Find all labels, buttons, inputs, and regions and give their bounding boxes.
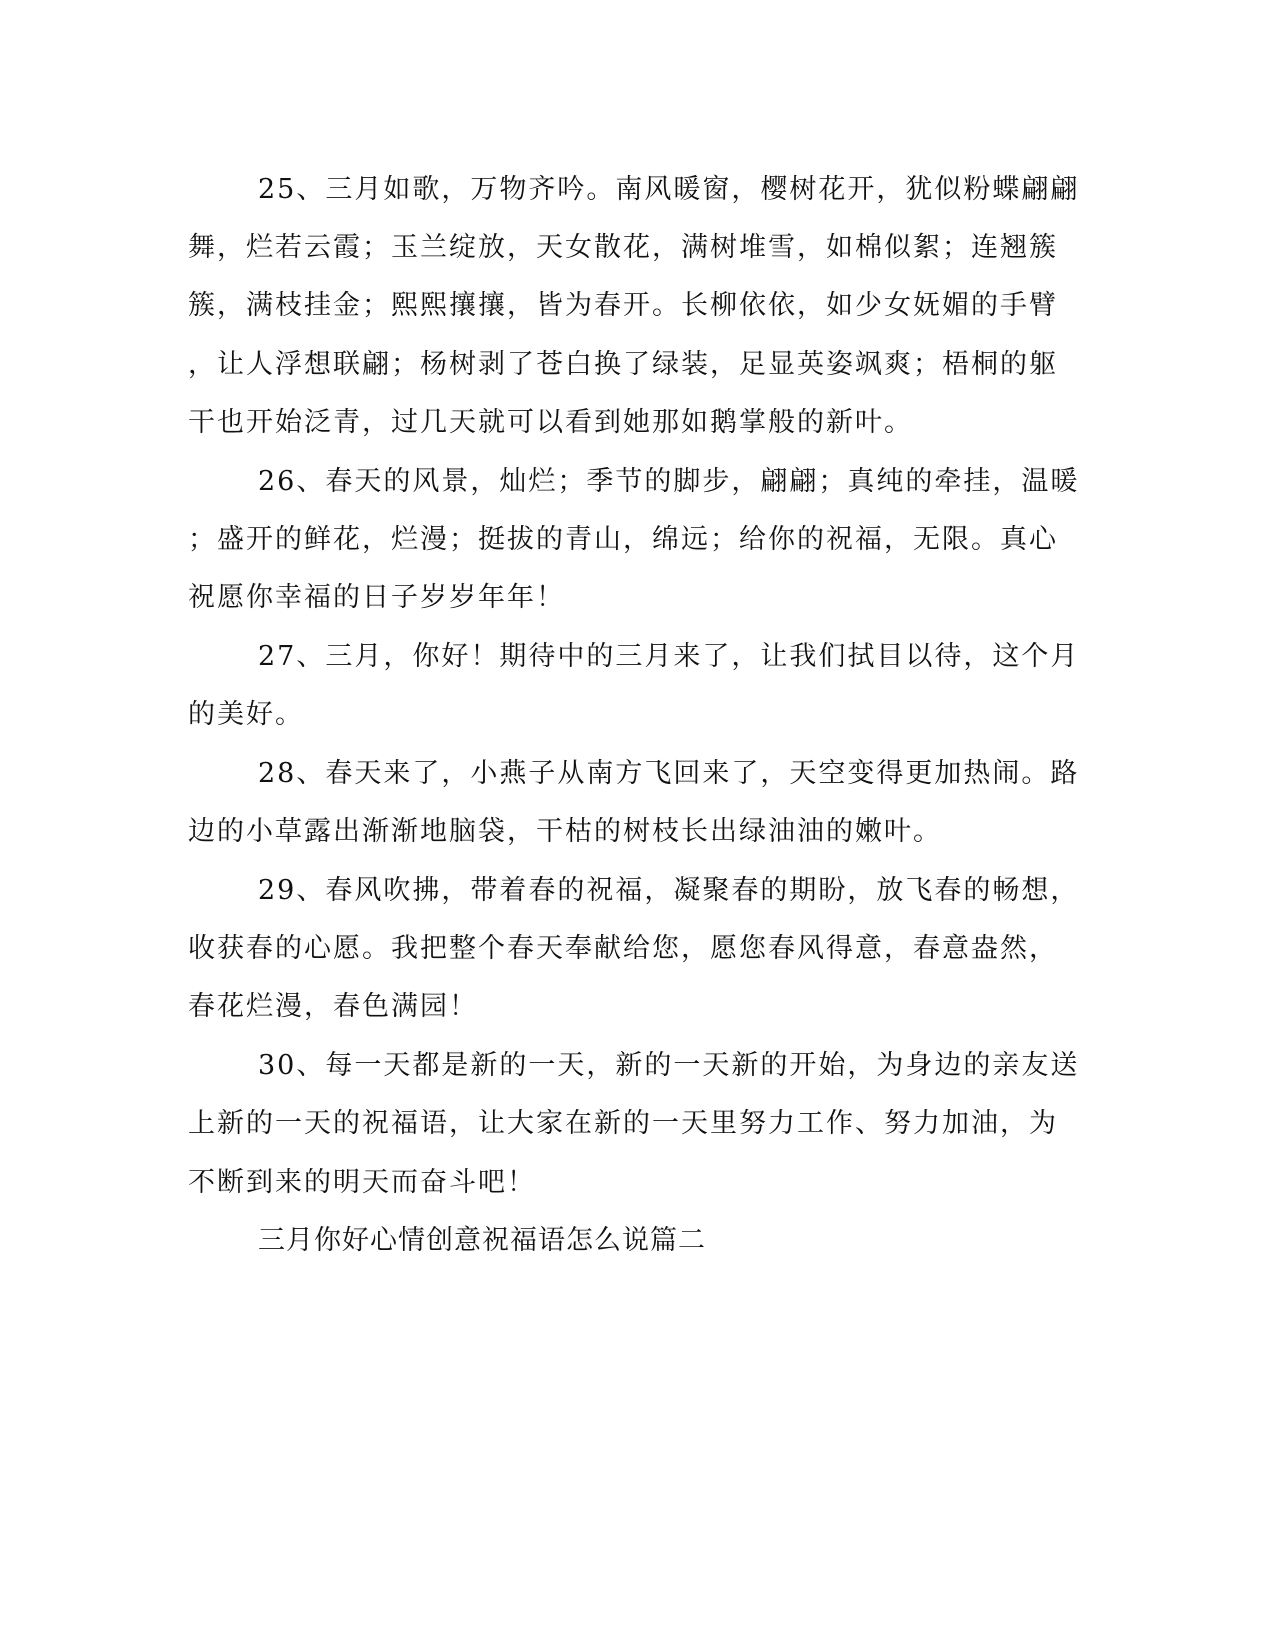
paragraph-25-line-4: ，让人浮想联翩；杨树剥了苍白换了绿装，足显英姿飒爽；梧桐的躯	[188, 349, 1058, 380]
paragraph-29-line-1: 29、春风吹拂，带着春的祝福，凝聚春的期盼，放飞春的畅想，	[258, 875, 1080, 906]
paragraph-30-line-3: 不断到来的明天而奋斗吧！	[188, 1167, 536, 1198]
paragraph-25-line-2: 舞，烂若云霞；玉兰绽放，天女散花，满树堆雪，如棉似絮；连翘簇	[188, 232, 1058, 263]
paragraph-25-line-5: 干也开始泛青，过几天就可以看到她那如鹅掌般的新叶。	[188, 407, 913, 438]
paragraph-29-line-2: 收获春的心愿。我把整个春天奉献给您，愿您春风得意，春意盎然，	[188, 933, 1058, 964]
paragraph-26-line-2: ；盛开的鲜花，烂漫；挺拔的青山，绵远；给你的祝福，无限。真心	[188, 524, 1058, 555]
paragraph-28-line-2: 边的小草露出渐渐地脑袋，干枯的树枝长出绿油油的嫩叶。	[188, 816, 942, 847]
paragraph-26-line-3: 祝愿你幸福的日子岁岁年年！	[188, 582, 565, 613]
paragraph-30-line-2: 上新的一天的祝福语，让大家在新的一天里努力工作、努力加油，为	[188, 1108, 1058, 1139]
paragraph-29-line-3: 春花烂漫，春色满园！	[188, 991, 478, 1022]
section-heading: 三月你好心情创意祝福语怎么说篇二	[258, 1225, 706, 1256]
paragraph-30-line-1: 30、每一天都是新的一天，新的一天新的开始，为身边的亲友送	[258, 1050, 1080, 1081]
paragraph-25-line-1: 25、三月如歌，万物齐吟。南风暖窗，樱树花开，犹似粉蝶翩翩	[258, 174, 1080, 205]
paragraph-25-line-3: 簇，满枝挂金；熙熙攘攘，皆为春开。长柳依依，如少女妩媚的手臂	[188, 290, 1058, 321]
paragraph-27-line-2: 的美好。	[188, 699, 304, 730]
paragraph-26-line-1: 26、春天的风景，灿烂；季节的脚步，翩翩；真纯的牵挂，温暖	[258, 466, 1080, 497]
paragraph-27-line-1: 27、三月，你好！期待中的三月来了，让我们拭目以待，这个月	[258, 641, 1080, 672]
paragraph-28-line-1: 28、春天来了，小燕子从南方飞回来了，天空变得更加热闹。路	[258, 758, 1080, 789]
